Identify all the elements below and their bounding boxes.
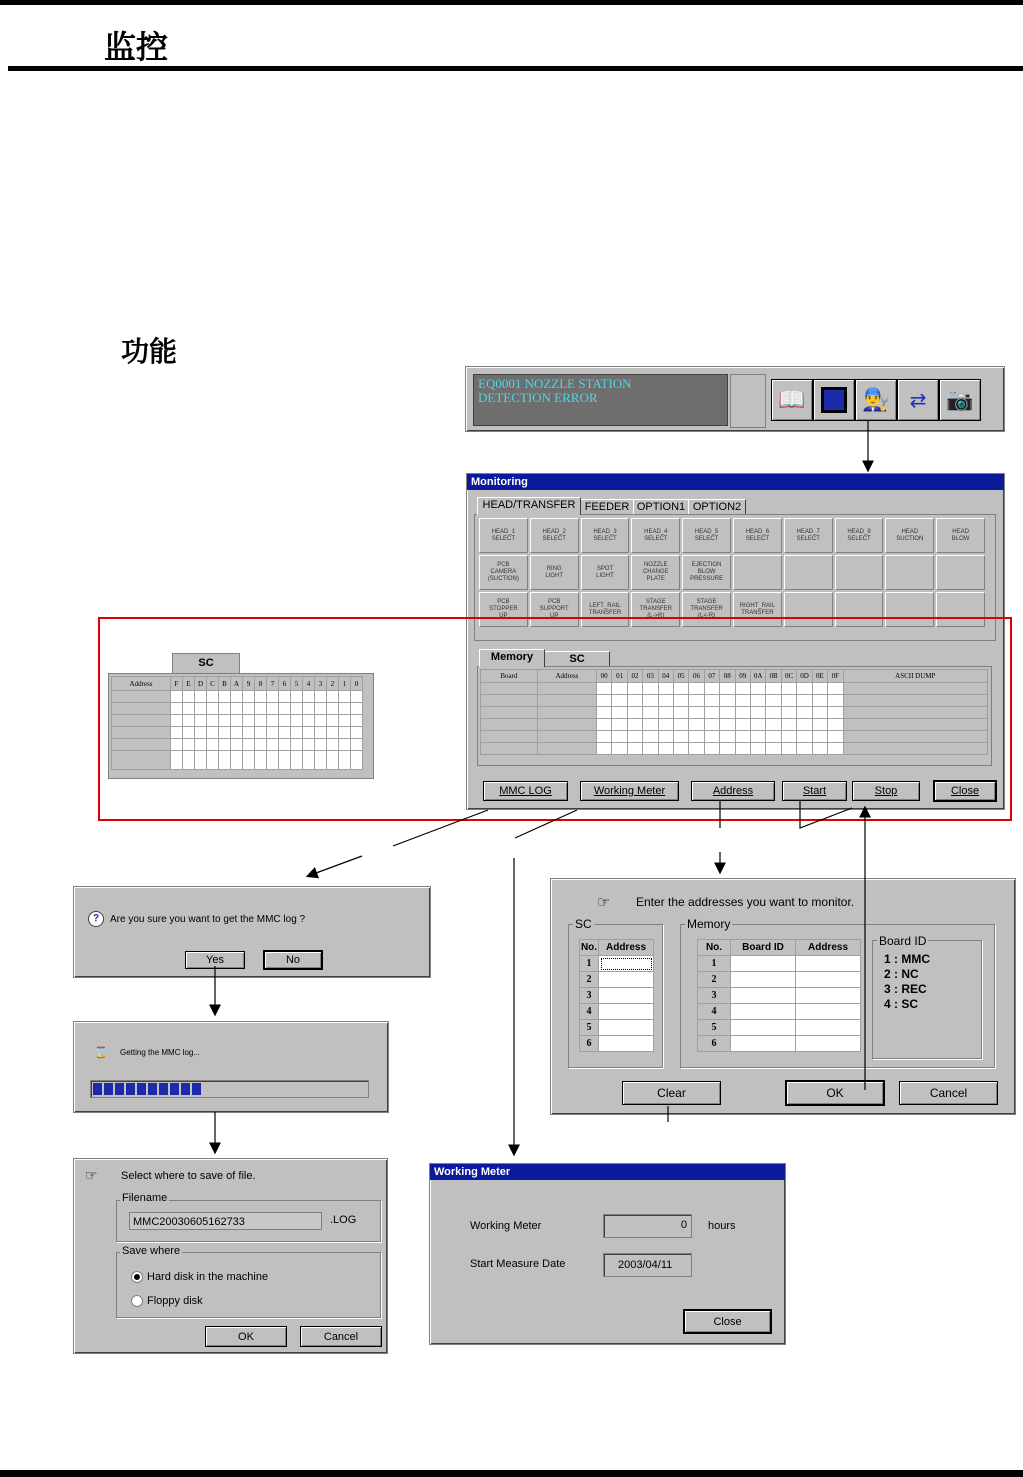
filename-label: Filename	[122, 1192, 168, 1204]
row-number: 5	[580, 1020, 599, 1036]
sc-header-cell: 3	[315, 677, 327, 691]
arrow-working-meter-line	[515, 810, 577, 838]
memory-header-cell: 0D	[797, 670, 812, 683]
no-button[interactable]: No	[264, 951, 322, 969]
board-id-label: Board ID	[879, 934, 927, 948]
lower-tab-memory[interactable]: Memory	[479, 649, 545, 667]
address-button[interactable]: Address	[691, 781, 775, 801]
memory-header-cell: 04	[658, 670, 673, 683]
memory-header-cell: 03	[643, 670, 658, 683]
pointing-hand-icon: ☞	[85, 1167, 98, 1183]
monitoring-titlebar: Monitoring	[467, 474, 1004, 490]
head-cell[interactable]: HEAD_1 SELECT	[479, 518, 528, 553]
stop-button[interactable]: Stop	[852, 781, 920, 801]
memory-header-cell: Board	[481, 670, 538, 683]
sc-header-cell: 2	[327, 677, 339, 691]
memory-header-cell: 0E	[812, 670, 827, 683]
memory-header-cell: 0A	[750, 670, 765, 683]
operator-icon[interactable]: 👨‍🔧	[855, 379, 897, 421]
close-button[interactable]: Close	[934, 781, 996, 801]
status-line-2: DETECTION ERROR	[478, 390, 598, 405]
memory-header-cell: 05	[673, 670, 688, 683]
head-cell[interactable]: HEAD_8 SELECT	[835, 518, 884, 553]
sc-header-cell: Address	[112, 677, 171, 691]
memory-header-cell: Address	[537, 670, 596, 683]
board-id-entry: 3 : REC	[884, 982, 927, 996]
memory-header-cell: 01	[612, 670, 627, 683]
arrow-mmclog-to-confirm	[308, 856, 362, 876]
memory-header-cell: 09	[735, 670, 750, 683]
head-cell[interactable]: RING LIGHT	[530, 555, 579, 590]
filename-ext: .LOG	[330, 1214, 357, 1226]
start-date-value: 2003/04/11	[618, 1259, 673, 1271]
head-cell[interactable]: HEAD BLOW	[936, 518, 985, 553]
sc-header-cell: E	[183, 677, 195, 691]
board-id-entry: 2 : NC	[884, 967, 919, 981]
memory-header-cell: ASCII DUMP	[843, 670, 987, 683]
memory-header-cell: 0C	[781, 670, 796, 683]
sc-header-cell: 4	[303, 677, 315, 691]
page-title: 监控	[104, 29, 169, 65]
head-cell[interactable]: HEAD SUCTION	[885, 518, 934, 553]
progress-message: Getting the MMC log...	[120, 1048, 201, 1057]
head-cell[interactable]: PCB STOPPER UP	[479, 592, 528, 627]
help-book-icon[interactable]: 📖	[771, 379, 813, 421]
tab-feeder[interactable]: FEEDER	[580, 499, 634, 515]
transfer-arrows-icon[interactable]: ⇄	[897, 379, 939, 421]
sc-header-cell: 0	[351, 677, 363, 691]
row-number: 4	[580, 1004, 599, 1020]
head-cell[interactable]: STAGE TRANSFER (L<-R)	[682, 592, 731, 627]
address-ok-button[interactable]: OK	[786, 1081, 884, 1105]
sc-group-label: SC	[575, 917, 592, 931]
sc-header-cell: D	[195, 677, 207, 691]
pointing-hand-icon-2: ☞	[597, 894, 611, 911]
head-cell[interactable]: HEAD_5 SELECT	[682, 518, 731, 553]
tab-option2[interactable]: OPTION2	[688, 499, 746, 515]
row-number: 3	[580, 988, 599, 1004]
sc-header-cell: 9	[243, 677, 255, 691]
hourglass-icon: ⌛	[94, 1047, 108, 1059]
head-cell[interactable]: HEAD_6 SELECT	[733, 518, 782, 553]
memory-header-cell: 06	[689, 670, 704, 683]
sc-header-cell: 5	[291, 677, 303, 691]
head-cell[interactable]: PCB SUPPORT UP	[530, 592, 579, 627]
radio-hard-disk-label: Hard disk in the machine	[147, 1271, 269, 1283]
head-cell[interactable]: HEAD_2 SELECT	[530, 518, 579, 553]
row-number: 1	[698, 956, 731, 972]
start-date-label: Start Measure Date	[470, 1258, 566, 1270]
head-cell[interactable]: PCB CAMERA (SUCTION)	[479, 555, 528, 590]
memory-group-label: Memory	[687, 917, 731, 931]
sc-header-cell: 1	[339, 677, 351, 691]
working-meter-close-button[interactable]: Close	[684, 1310, 771, 1333]
row-number: 4	[698, 1004, 731, 1020]
sc-header-cell: 6	[279, 677, 291, 691]
no-header: No.	[580, 940, 599, 956]
memory-header-cell: 07	[704, 670, 719, 683]
memory-header-cell: 08	[720, 670, 735, 683]
board-id-entry: 4 : SC	[884, 997, 919, 1011]
radio-floppy-label: Floppy disk	[147, 1295, 203, 1307]
memory-header-cell: 00	[596, 670, 611, 683]
sc-header-cell: A	[231, 677, 243, 691]
filename-field[interactable]: MMC20030605162733	[129, 1212, 322, 1230]
row-number: 2	[698, 972, 731, 988]
save-message: Select where to save of file.	[121, 1170, 256, 1182]
head-cell[interactable]: STAGE TRANSFER (L->R)	[631, 592, 680, 627]
head-cell[interactable]: HEAD_4 SELECT	[631, 518, 680, 553]
head-cell[interactable]: EJECTION BLOW PRESSURE	[682, 555, 731, 590]
start-button[interactable]: Start	[782, 781, 847, 801]
row-number: 5	[698, 1020, 731, 1036]
address-cancel-button[interactable]: Cancel	[899, 1081, 998, 1105]
row-number: 6	[580, 1036, 599, 1052]
arrow-mmclog-line	[393, 810, 488, 846]
question-icon: ?	[88, 911, 104, 927]
working-meter-unit: hours	[708, 1220, 736, 1232]
lower-tab-sc[interactable]: SC	[544, 651, 610, 667]
mmc-confirm-message: Are you sure you want to get the MMC log ?	[110, 914, 306, 925]
arrow-start-stop	[800, 800, 852, 828]
mmc-log-button[interactable]: MMC LOG	[483, 781, 568, 801]
head-cell[interactable]: RIGHT_RAIL TRANSFER	[733, 592, 782, 627]
sc-panel-tab[interactable]: SC	[172, 653, 240, 673]
sc-header-cell: C	[207, 677, 219, 691]
save-ok-button[interactable]: OK	[205, 1326, 287, 1347]
board-id-entry: 1 : MMC	[884, 952, 930, 966]
save-cancel-button[interactable]: Cancel	[300, 1326, 382, 1347]
row-number: 3	[698, 988, 731, 1004]
row-number: 6	[698, 1036, 731, 1052]
head-cell[interactable]: LEFT_RAIL TRANSFER	[581, 592, 630, 627]
working-meter-titlebar: Working Meter	[430, 1164, 785, 1180]
working-meter-button[interactable]: Working Meter	[580, 781, 679, 801]
working-meter-label: Working Meter	[470, 1220, 542, 1232]
board-id-header: Board ID	[731, 940, 796, 956]
head-cell[interactable]: SPOT LIGHT	[581, 555, 630, 590]
sc-header-cell: F	[171, 677, 183, 691]
tab-option1[interactable]: OPTION1	[633, 499, 689, 515]
head-cell[interactable]: HEAD_3 SELECT	[581, 518, 630, 553]
row-number: 2	[580, 972, 599, 988]
no-header: No.	[698, 940, 731, 956]
memory-header-cell: 02	[627, 670, 642, 683]
memory-header-cell: 0F	[828, 670, 843, 683]
section-heading: 功能	[121, 336, 178, 367]
head-cell[interactable]: NOZZLE CHANGE PLATE	[631, 555, 680, 590]
head-cell[interactable]: HEAD_7 SELECT	[784, 518, 833, 553]
address-header: Address	[599, 940, 654, 956]
yes-button[interactable]: Yes	[185, 951, 245, 969]
tab-head-transfer[interactable]: HEAD/TRANSFER	[477, 497, 581, 515]
sc-header-cell: 8	[255, 677, 267, 691]
address-header: Address	[796, 940, 861, 956]
working-meter-value: 0	[680, 1219, 687, 1231]
sc-header-cell: B	[219, 677, 231, 691]
camera-icon[interactable]: 📷	[939, 379, 981, 421]
sc-header-cell: 7	[267, 677, 279, 691]
clear-button[interactable]: Clear	[622, 1081, 721, 1105]
address-message: Enter the addresses you want to monitor.	[636, 895, 855, 909]
status-line-1: EQ0001 NOZZLE STATION	[478, 376, 632, 391]
save-where-label: Save where	[122, 1245, 181, 1257]
row-number: 1	[580, 956, 599, 972]
memory-header-cell: 0B	[766, 670, 781, 683]
